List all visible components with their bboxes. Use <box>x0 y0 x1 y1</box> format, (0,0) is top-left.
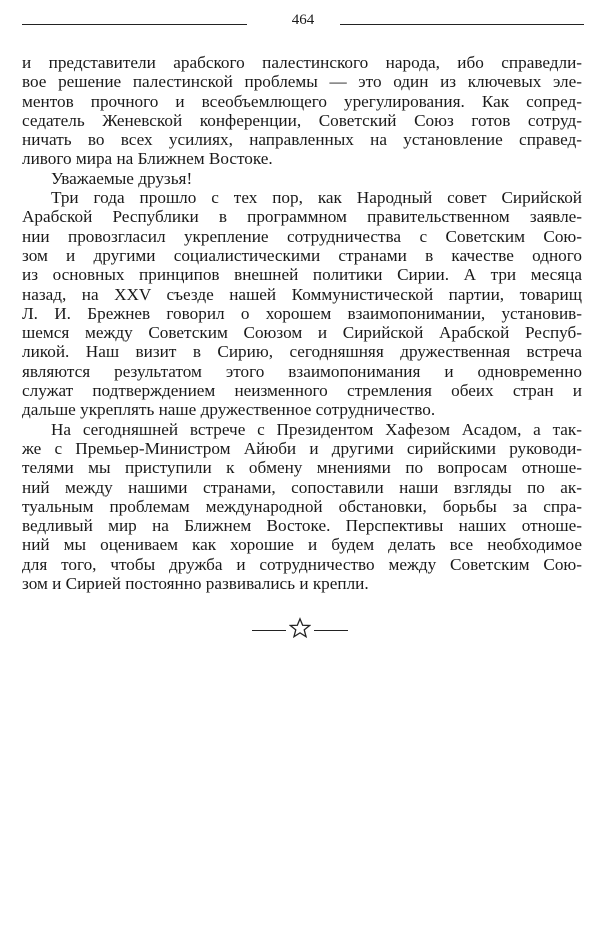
text-line: из основных принципов внешней политики Сирии. А три месяца <box>22 265 582 285</box>
paragraph <box>22 420 582 594</box>
paragraph <box>22 53 582 169</box>
text-line: Уважаемые друзья! <box>51 168 193 188</box>
text-line: вое решение палестинской проблемы — это один из ключевых эле- <box>22 72 582 92</box>
text-line: зом и Сирией постоянно развивались и крепли. <box>22 574 369 594</box>
text-line: ний мы оцениваем как хорошие и будем делать все необходимое <box>22 535 582 555</box>
text-line: шемся между Советским Союзом и Сирийской Арабской Респуб- <box>22 323 582 343</box>
body-text <box>22 53 582 593</box>
text-line: Арабской Республики в программном правительственном заявле- <box>22 207 582 227</box>
text-line: назад, на XXV съезде нашей Коммунистической партии, товарищ <box>22 284 582 304</box>
text-line: телями мы приступили к обмену мнениями по вопросам отноше- <box>22 458 582 478</box>
paragraph <box>22 188 582 420</box>
text-line: седатель Женевской конференции, Советский Союз готов сотруд- <box>22 110 582 130</box>
text-line: являются результатом этого взаимопонимания и одновременно <box>22 361 582 381</box>
paragraph <box>22 169 582 188</box>
text-line: и представители арабского палестинского народа, ибо справедли- <box>22 53 582 72</box>
text-line: служат подтверждением неизменного стремления обеих стран и <box>22 381 582 401</box>
separator-dash-left <box>252 630 286 631</box>
text-line: ведливый мир на Ближнем Востоке. Перспективы наших отноше- <box>22 516 582 536</box>
text-line: дальше укреплять наше дружественное сотрудничество. <box>22 400 436 420</box>
text-line: нии провозгласил укрепление сотрудничества с Советским Сою- <box>22 226 582 246</box>
text-line: туальным проблемам международной обстановки, борьбы за спра- <box>22 496 582 516</box>
section-separator <box>0 617 600 644</box>
text-line: ликой. Наш визит в Сирию, сегодняшняя дружественная встреча <box>22 342 582 362</box>
star-icon <box>289 617 311 644</box>
text-line: для того, чтобы дружба и сотрудничество между Советским Сою- <box>22 554 582 574</box>
separator-dash-right <box>314 630 348 631</box>
header-rule-right <box>340 24 584 25</box>
text-line: ментов прочного и всеобъемлющего урегулирования. Как сопред- <box>22 91 582 111</box>
text-line: Три года прошло с тех пор, как Народный совет Сирийской <box>51 188 582 208</box>
text-line: На сегодняшней встрече с Президентом Хафезом Асадом, а так- <box>51 419 582 439</box>
text-line: же с Премьер-Министром Айюби и другими сирийскими руководи- <box>22 438 582 458</box>
page-number: 464 <box>291 12 315 28</box>
text-line: Л. И. Брежнев говорил о хорошем взаимопонимании, установив- <box>22 303 582 323</box>
text-line: ничать во всех усилиях, направленных на установление справед- <box>22 130 582 150</box>
page-header <box>22 12 584 34</box>
header-rule-left <box>22 24 247 25</box>
text-line: ливого мира на Ближнем Востоке. <box>22 149 273 169</box>
text-line: ний между нашими странами, сопоставили наши взгляды по ак- <box>22 477 582 497</box>
text-line: зом и другими социалистическими странами в качестве одного <box>22 245 582 265</box>
